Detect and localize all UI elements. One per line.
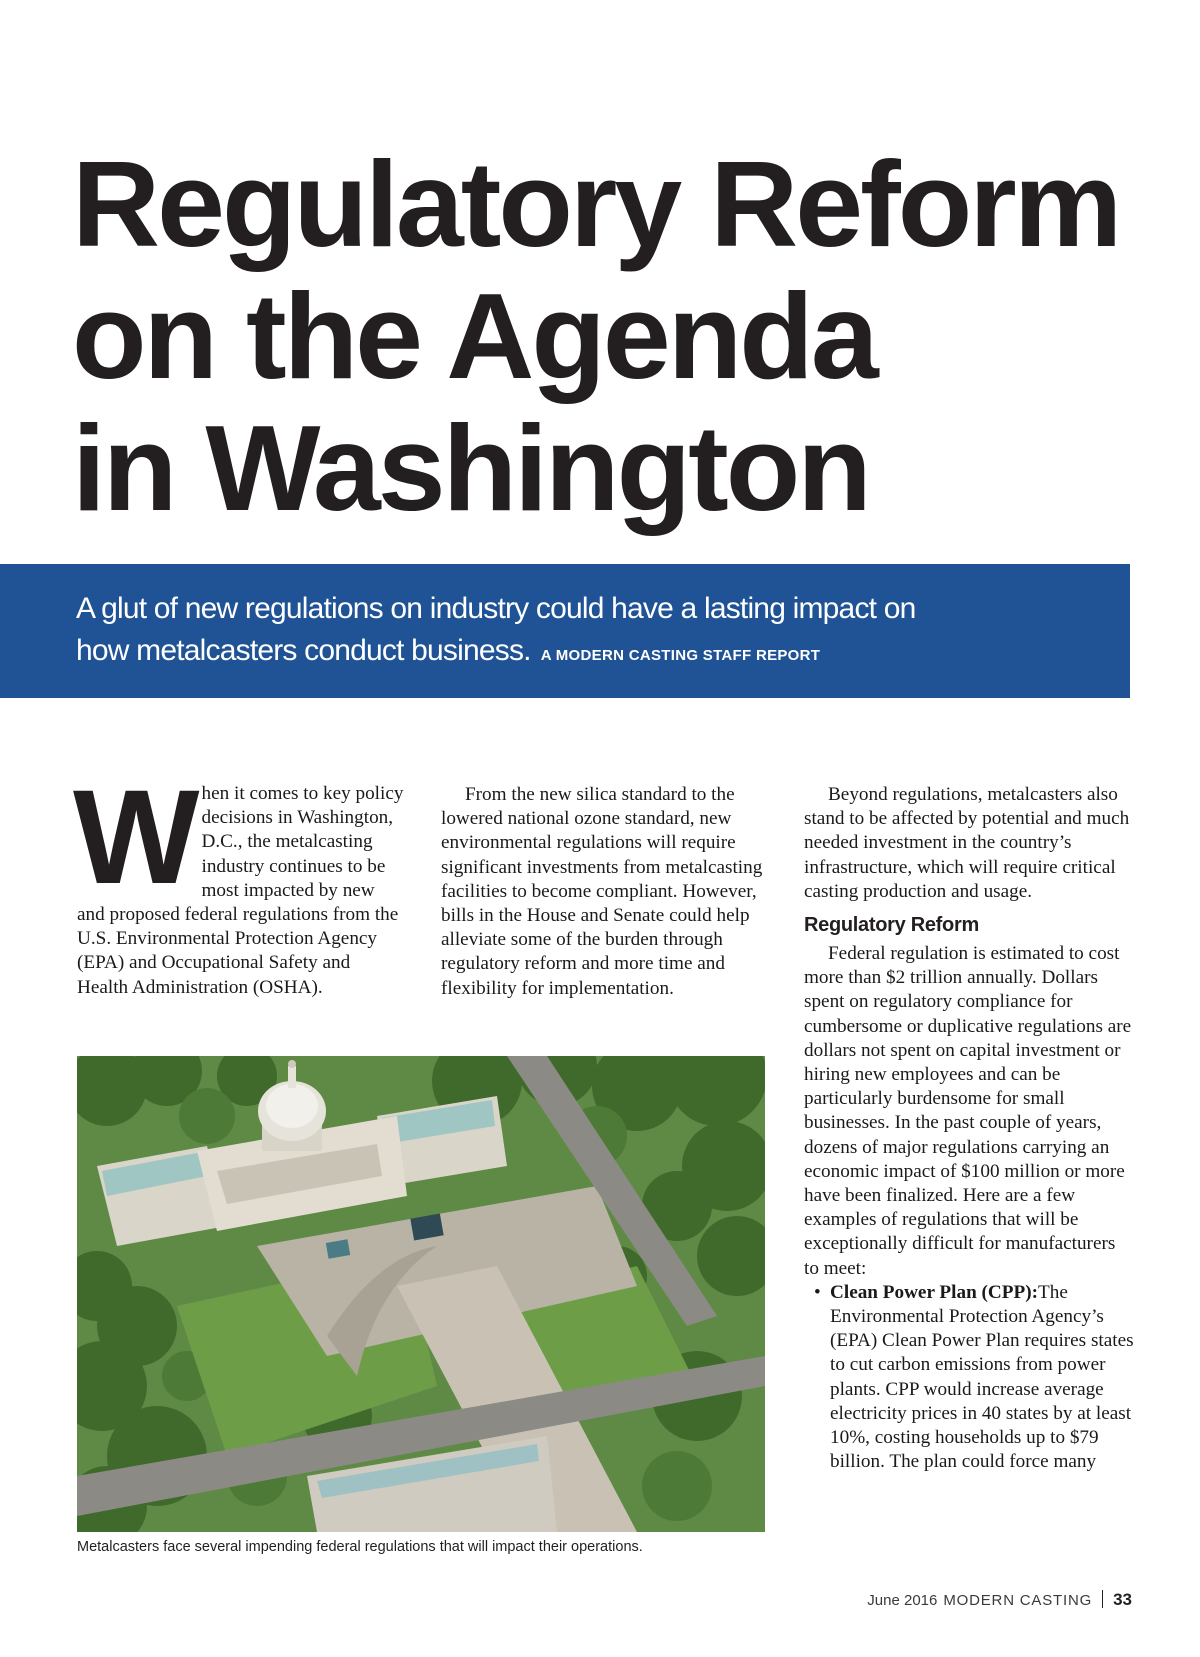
bullet-icon: • bbox=[814, 1281, 821, 1303]
deck-line-1: A glut of new regulations on industry could have a lasting impact on bbox=[76, 592, 916, 625]
bullet-text: The Environmental Protection Agency’s (EPA) Clean Power Plan requires states to cut carbon emissions from power plants. CPP would increase average electricity prices in 40 states by at least 10%, costing households up to $79 billion. The plan could force many bbox=[830, 1281, 1134, 1473]
deck bbox=[76, 588, 1116, 677]
page-number: 33 bbox=[1113, 1590, 1132, 1609]
byline: A MODERN CASTING STAFF REPORT bbox=[540, 647, 821, 664]
article-column-1 bbox=[73, 763, 404, 1000]
headline-line-2: on the Agenda bbox=[72, 268, 876, 404]
bullet-clean-power-plan bbox=[804, 1281, 1134, 1475]
column-3-body: Federal regulation is estimated to cost more than $2 trillion annually. Dollars spent on regulatory compliance for cumbersome or duplicative regulations are dollars not spent on capital investment or hiring new employees and can be particularly burdensome for small businesses. In the past couple of years, dozens of major regulations carrying an economic impact of $100 million or more have been finalized. Here are a few examples of regulations that will be exceptionally difficult for manufacturers to meet: bbox=[804, 943, 1132, 1279]
page-footer bbox=[828, 1590, 1132, 1611]
deck-line-2: how metalcasters conduct business. bbox=[76, 634, 531, 667]
footer-divider bbox=[1102, 1590, 1103, 1608]
footer-date: June 2016 bbox=[867, 1592, 938, 1609]
column-1-text: hen it comes to key policy decisions in Washington, D.C., the metalcasting industry continues to be most impacted by new and proposed federal regulations from the U.S. Environmental Protection Agency (EPA) and Occupational Safety and Health Administration (OSHA). bbox=[77, 783, 404, 998]
headline-line-3: in Washington bbox=[72, 400, 869, 536]
headline bbox=[72, 138, 1132, 534]
capitol-aerial-photo bbox=[77, 1056, 765, 1532]
footer-magazine: MODERN CASTING bbox=[943, 1592, 1093, 1609]
deck-banner bbox=[0, 564, 1130, 698]
column-2-text: From the new silica standard to the lowered national ozone standard, new environmental regulations will require significant investments from metalcasting facilities to become compliant. However, bills in the House and Senate could help alleviate some of the burden through regulatory reform and more time and flexibility for implementation. bbox=[441, 784, 763, 999]
article-column-2 bbox=[441, 783, 771, 1001]
headline-line-1: Regulatory Reform bbox=[72, 136, 1120, 272]
photo-caption: Metalcasters face several impending federal regulations that will impact their operations. bbox=[77, 1539, 643, 1555]
article-column-3 bbox=[804, 783, 1134, 1474]
capitol-illustration bbox=[77, 1056, 765, 1532]
drop-cap: W bbox=[73, 763, 194, 912]
column-3-intro: Beyond regulations, metalcasters also stand to be affected by potential and much needed investment in the country’s infrastructure, which will require critical casting production and usage. bbox=[804, 784, 1130, 902]
section-subhead: Regulatory Reform bbox=[804, 914, 979, 937]
bullet-title: Clean Power Plan (CPP): bbox=[830, 1281, 1038, 1303]
